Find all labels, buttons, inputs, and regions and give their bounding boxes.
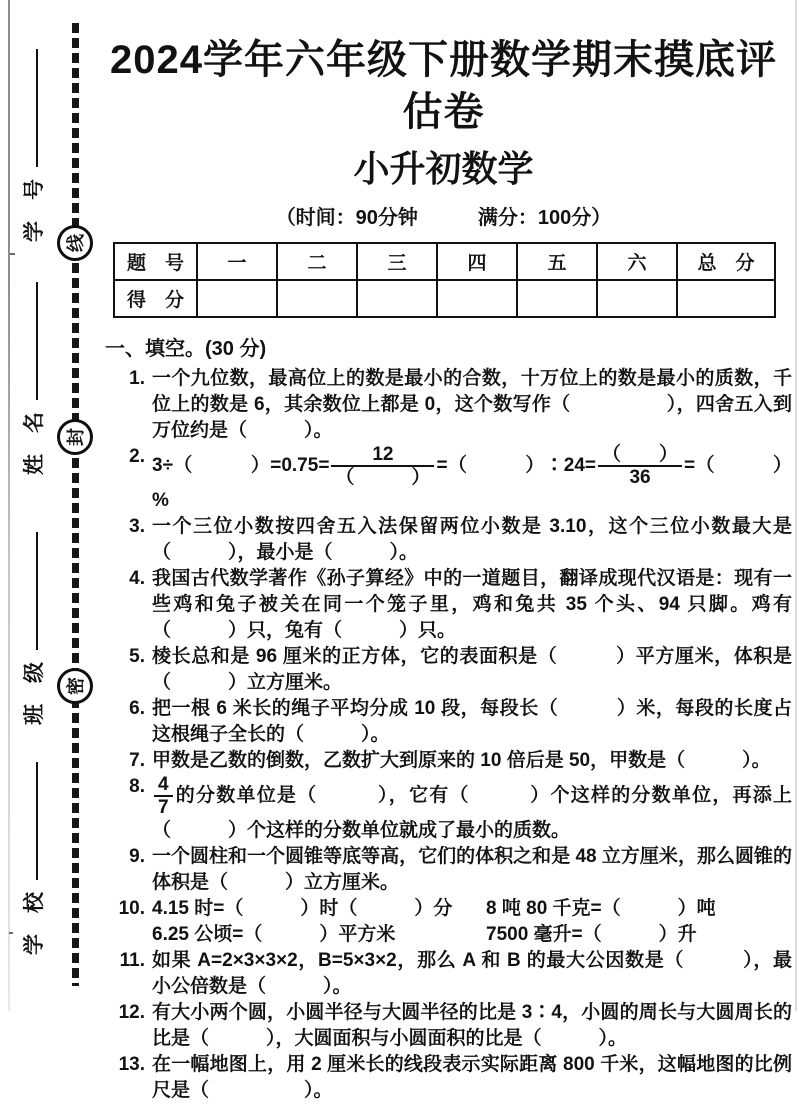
sidebar-field	[20, 42, 46, 242]
question-number: 4.	[129, 568, 145, 589]
question	[95, 514, 792, 566]
left-column-text: 4.15 时=（ ）时（ ）分	[152, 898, 453, 919]
question	[95, 366, 792, 444]
page-subtitle: 小升初数学	[353, 148, 534, 189]
sidebar-field-label: 姓 名	[23, 412, 46, 475]
sidebar-field-blank-line	[36, 532, 38, 650]
page-title: 2024学年六年级下册数学期末摸底评估卷	[110, 38, 777, 134]
right-column-text: 8 吨 80 千克=（ ）吨	[486, 898, 716, 919]
question-body: $\frac{4}{7}$ 的分数单位是（ ），它有（ ）个这样的分数单位，再添上（ ）个这样的分数单位就成了最小的质数。	[152, 774, 792, 841]
sidebar-field-label: 学 校	[23, 892, 46, 955]
sidebar-field-blank-line	[36, 762, 38, 880]
fraction	[598, 444, 682, 488]
seal-circle	[57, 419, 93, 455]
fraction-denominator: （ ）	[331, 465, 434, 488]
question	[95, 1052, 792, 1104]
question	[95, 774, 792, 844]
question	[95, 844, 792, 896]
question-number: 12.	[118, 1002, 145, 1023]
question-body: 3÷（ ）=0.75= $\frac{12}{( )}$ =（ ）∶24= $\frac{( )}{36}$ =（ ）%	[152, 444, 792, 511]
score-col-header: 五	[517, 243, 597, 280]
question-body: 棱长总和是 96 厘米的正方体，它的表面积是（ ）平方厘米，体积是（ ）立方厘米。	[152, 646, 792, 693]
fraction-numerator: 12	[372, 444, 394, 465]
score-col-header: 三	[357, 243, 437, 280]
sidebar-field	[20, 275, 46, 475]
question-body: 在一幅地图上，用 2 厘米长的线段表示实际距离 800 千米，这幅地图的比例尺是（ ）。	[152, 1054, 792, 1101]
question-number: 7.	[129, 750, 145, 771]
score-col-header: 六	[597, 243, 677, 280]
score-empty-cell	[517, 280, 597, 317]
question	[95, 566, 792, 644]
question-body: 一个圆柱和一个圆锥等底等高，它们的体积之和是 48 立方厘米，那么圆锥的体积是（ ）立方厘米。	[152, 846, 792, 893]
question-body: 甲数是乙数的倒数，乙数扩大到原来的 10 倍后是 50，甲数是（ ）。	[152, 750, 771, 771]
sidebar-field-label: 班 级	[23, 662, 46, 725]
question-body: 如果 A=2×3×3×2，B=5×3×2，那么 A 和 B 的最大公因数是（ ），最小公倍数是（ ）。	[152, 950, 792, 997]
question-body: 把一根 6 米长的绳子平均分成 10 段，每段长（ ）米，每段的长度占这根绳子全长的（ ）。	[152, 698, 792, 745]
questions-list	[95, 366, 792, 1104]
sidebar-field-label: 学 号	[23, 179, 46, 242]
score-total-header: 总 分	[677, 243, 775, 280]
question-body: 我国古代数学著作《孙子算经》中的一道题目，翻译成现代汉语是：现有一些鸡和兔子被关在同一个笼子里，鸡和兔共 35 个头、94 只脚。鸡有（ ）只，兔有（ ）只。	[152, 568, 792, 641]
question	[95, 444, 792, 514]
right-column-text: 7500 毫升=（ ）升	[486, 924, 697, 945]
sidebar-field	[20, 525, 46, 725]
header	[95, 0, 792, 230]
score-table	[113, 242, 776, 318]
exam-meta: （时间：90分钟 满分：100分）	[275, 207, 612, 229]
question	[95, 696, 792, 748]
fraction-denominator: 7	[154, 795, 173, 818]
fraction-denominator: 36	[598, 465, 682, 488]
question-body	[152, 898, 716, 945]
question-number: 11.	[119, 950, 145, 971]
scan-edge-left	[8, 0, 10, 1011]
question	[95, 896, 792, 948]
question	[95, 1000, 792, 1052]
question	[95, 644, 792, 696]
seal-circle	[57, 225, 93, 261]
paper-content	[95, 0, 792, 1104]
question	[95, 948, 792, 1000]
left-column-text: 6.25 公顷=（ ）平方米	[152, 924, 396, 945]
score-empty-cell	[277, 280, 357, 317]
score-header-label: 题 号	[114, 243, 197, 280]
question-number: 9.	[129, 846, 145, 867]
seal-char: 密	[66, 677, 86, 695]
fraction-numerator: 4	[158, 774, 169, 795]
score-table-header-row	[114, 243, 775, 280]
fraction	[154, 774, 173, 818]
score-empty-cell	[597, 280, 677, 317]
score-col-header: 一	[197, 243, 277, 280]
sidebar-field	[20, 755, 46, 955]
score-empty-cell	[437, 280, 517, 317]
score-table-score-row	[114, 280, 775, 317]
score-empty-cell	[677, 280, 775, 317]
seal-circle	[57, 668, 93, 704]
scan-artifact	[10, 253, 15, 255]
question-number: 13.	[118, 1054, 145, 1075]
score-col-header: 四	[437, 243, 517, 280]
score-row-label: 得 分	[114, 280, 197, 317]
fraction-numerator: （ ）	[602, 444, 679, 465]
seal-dotted-line	[72, 23, 79, 986]
sidebar-field-blank-line	[36, 49, 38, 167]
question-body: 有大小两个圆，小圆半径与大圆半径的比是 3∶4，小圆的周长与大圆周长的比是（ ），大圆面积与小圆面积的比是（ ）。	[152, 1002, 792, 1049]
question-body: 一个九位数，最高位上的数是最小的合数，十万位上的数是最小的质数，千位上的数是 6，其余数位上都是 0，这个数写作（ ），四舍五入到万位约是（ ）。	[152, 368, 792, 441]
fraction	[331, 444, 434, 488]
scan-artifact	[9, 932, 13, 934]
score-empty-cell	[197, 280, 277, 317]
question-number: 10.	[118, 898, 145, 919]
score-col-header: 二	[277, 243, 357, 280]
question-number: 1.	[129, 368, 145, 389]
question-number: 3.	[129, 516, 145, 537]
question-number: 5.	[129, 646, 145, 667]
seal-char: 封	[66, 428, 86, 446]
question	[95, 748, 792, 774]
score-empty-cell	[357, 280, 437, 317]
question-number: 6.	[129, 698, 145, 719]
seal-char: 线	[66, 234, 86, 252]
sidebar-field-blank-line	[36, 282, 38, 400]
question-number: 8.	[129, 776, 145, 797]
question-body: 一个三位小数按四舍五入法保留两位小数是 3.10，这个三位小数最大是（ ），最小是（ ）。	[152, 516, 792, 563]
question-number: 2.	[129, 446, 145, 467]
scan-edge-right	[795, 0, 797, 1011]
section-heading: 一、填空。(30 分)	[105, 338, 267, 360]
